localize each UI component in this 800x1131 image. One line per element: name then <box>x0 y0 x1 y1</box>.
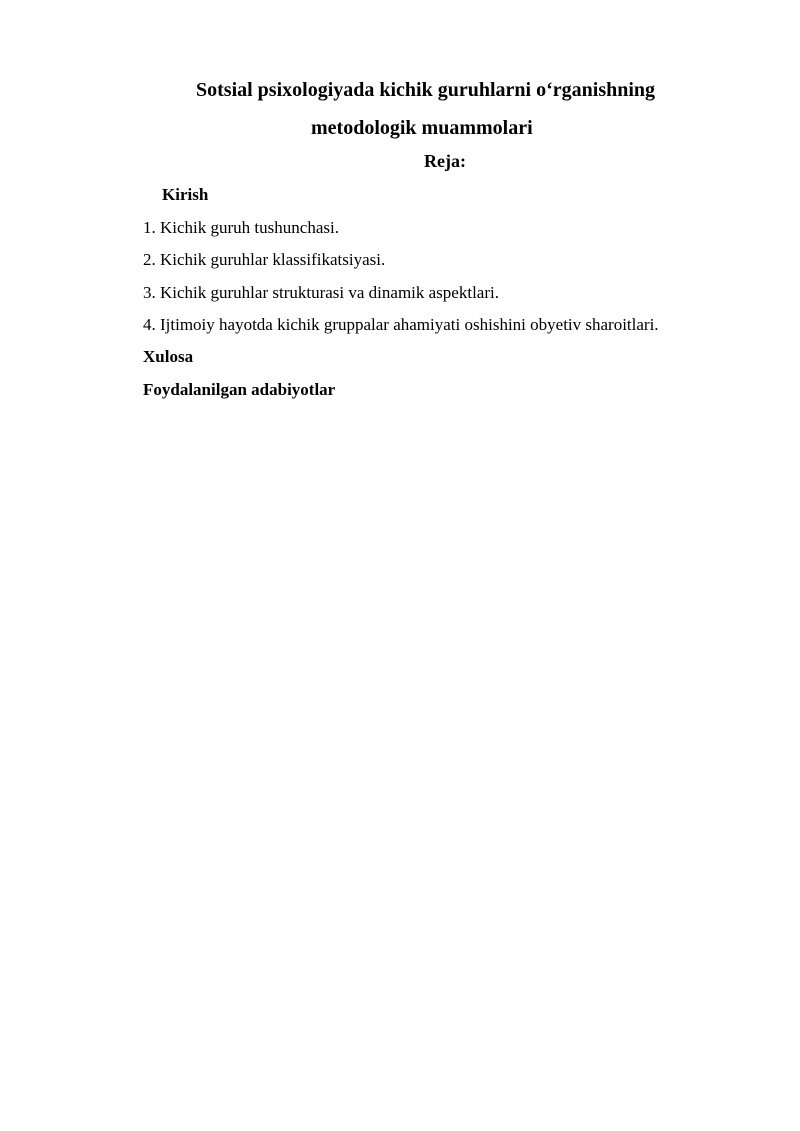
document-title-line-1: Sotsial psixologiyada kichik guruhlarni o‘rganishning <box>196 79 656 101</box>
plan-item-1: 1. Kichik guruh tushunchasi. <box>143 218 339 237</box>
plan-item-4: 4. Ijtimoiy hayotda kichik gruppalar ahamiyati oshishini obyetiv sharoitlari. <box>143 315 659 334</box>
plan-item-2: 2. Kichik guruhlar klassifikatsiyasi. <box>143 250 386 269</box>
document-title-line-2: metodologik muammolari <box>311 117 533 139</box>
references-heading: Foydalanilgan adabiyotlar <box>143 380 336 399</box>
conclusion-heading: Xulosa <box>143 347 194 366</box>
plan-item-3: 3. Kichik guruhlar strukturasi va dinamik aspektlari. <box>143 283 499 302</box>
plan-heading: Reja: <box>424 151 466 171</box>
intro-heading: Kirish <box>162 185 209 204</box>
